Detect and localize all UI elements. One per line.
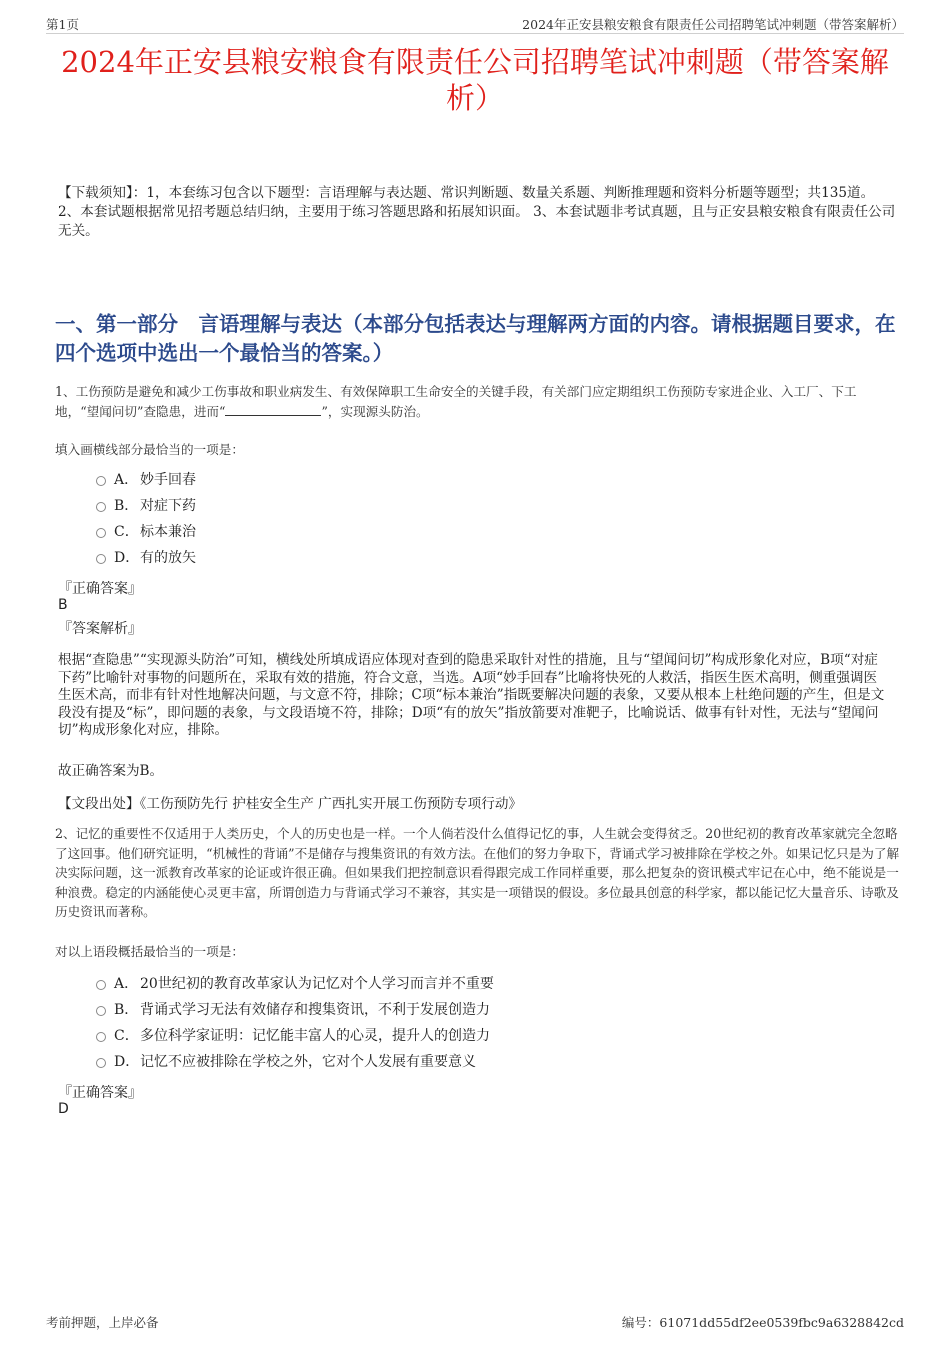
option-a[interactable] xyxy=(96,467,196,493)
question-1-analysis: 根据“查隐患”“实现源头防治”可知，横线处所填成语应体现对查到的隐患采取针对性的措施，且与“望闻问切”构成形象化对应，B项“对症下药”比喻针对事物的问题所在，采取有效的措施，符合文意，当选。A项“妙手回春”比喻将快死的人救活，指医生医术高明，侧重强调医生医术高，而非有针对性地解决问题，与文意不符，排除；C项“标本兼治”指既要解决问题的表象，又要从根本上杜绝问题的产生，但是文段没有提及“标”，即问题的表象，与文段语境不符，排除；D项“有的放矢”指放箭要对准靶子，比喻说话、做事有针对性，无法与“望闻问切”构成形象化对应，排除。 xyxy=(58,652,885,738)
option-a[interactable] xyxy=(96,971,494,997)
question-1-conclusion: 故正确答案为B。 xyxy=(58,763,164,779)
option-d[interactable] xyxy=(96,1049,494,1075)
question-1-analysis-label: 『答案解析』 xyxy=(58,621,142,637)
option-letter: C． xyxy=(114,1028,139,1044)
question-2-text: 2、记忆的重要性不仅适用于人类历史，个人的历史也是一样。一个人倘若没什么值得记忆的事，人生就会变得贫乏。20世纪初的教育改革家就完全忽略了这回事。他们研究证明，“机械性的背诵”不是储存与搜集资讯的有效方法。在他们的努力争取下，背诵式学习被排除在学校之外。如果记忆只是为了解决实际问题，这一派教育改革家的论证或许很正确。但如果我们把控制意识看得跟完成工作同样重要，那么把复杂的资讯模式牢记在心中，绝不能说是一种浪费。稳定的内涵能使心灵更丰富，所谓创造力与背诵式学习不兼容，其实是一项错误的假设。多位最具创意的科学家，都以能记忆大量音乐、诗歌及历史资讯而著称。 xyxy=(55,826,900,919)
option-letter: A． xyxy=(114,976,139,992)
option-letter: D． xyxy=(114,550,140,566)
footer-serial-number: 编号：61071dd55df2ee0539fbc9a6328842cd xyxy=(621,1315,904,1330)
question-1-text xyxy=(55,382,900,421)
option-d[interactable] xyxy=(96,545,196,571)
footer-slogan: 考前押题，上岸必备 xyxy=(46,1315,159,1330)
question-1-options xyxy=(96,467,196,571)
radio-circle-icon[interactable] xyxy=(96,980,106,990)
option-text: 记忆不应被排除在学校之外，它对个人发展有重要意义 xyxy=(140,1054,476,1070)
fill-blank-line xyxy=(225,404,321,416)
question-1-text-after: ”，实现源头防治。 xyxy=(321,403,429,419)
question-2-answer-label: 『正确答案』 xyxy=(58,1085,142,1101)
option-letter: A． xyxy=(114,472,139,488)
option-text: 背诵式学习无法有效储存和搜集资讯，不利于发展创造力 xyxy=(140,1002,490,1018)
option-text: 20世纪初的教育改革家认为记忆对个人学习而言并不重要 xyxy=(140,976,494,992)
option-letter: D． xyxy=(114,1054,140,1070)
question-1-answer: B xyxy=(58,597,68,613)
option-c[interactable] xyxy=(96,1023,494,1049)
option-b[interactable] xyxy=(96,997,494,1023)
option-b[interactable] xyxy=(96,493,196,519)
option-text: 多位科学家证明：记忆能丰富人的心灵，提升人的创造力 xyxy=(140,1028,490,1044)
page-number: 第1页 xyxy=(46,17,79,32)
option-letter: C． xyxy=(114,524,139,540)
header-doc-title: 2024年正安县粮安粮食有限责任公司招聘笔试冲刺题（带答案解析） xyxy=(522,17,904,32)
section-heading: 一、第一部分 言语理解与表达（本部分包括表达与理解两方面的内容。请根据题目要求，在四个选项中选出一个最恰当的答案。） xyxy=(55,312,896,365)
option-text: 对症下药 xyxy=(140,498,196,514)
question-1-text-before: 1、工伤预防是避免和减少工伤事故和职业病发生、有效保障职工生命安全的关键手段，有关部门应定期组织工伤预防专家进企业、入工厂、下工地，“望闻问切”查隐患，进而“ xyxy=(55,384,857,419)
question-1-source: 【文段出处】《工伤预防先行 护桂安全生产 广西扎实开展工伤预防专项行动》 xyxy=(58,796,523,812)
document-title: 2024年正安县粮安粮食有限责任公司招聘笔试冲刺题（带答案解析） xyxy=(61,45,889,115)
question-1-answer-label: 『正确答案』 xyxy=(58,581,142,597)
radio-circle-icon[interactable] xyxy=(96,502,106,512)
question-1-prompt: 填入画横线部分最恰当的一项是： xyxy=(55,442,244,457)
option-letter: B． xyxy=(114,498,139,514)
radio-circle-icon[interactable] xyxy=(96,476,106,486)
radio-circle-icon[interactable] xyxy=(96,1032,106,1042)
radio-circle-icon[interactable] xyxy=(96,554,106,564)
option-text: 有的放矢 xyxy=(140,550,196,566)
option-text: 标本兼治 xyxy=(140,524,196,540)
option-c[interactable] xyxy=(96,519,196,545)
page-header xyxy=(46,14,904,34)
question-2-answer: D xyxy=(58,1101,69,1117)
radio-circle-icon[interactable] xyxy=(96,1058,106,1068)
radio-circle-icon[interactable] xyxy=(96,1006,106,1016)
question-2-prompt: 对以上语段概括最恰当的一项是： xyxy=(55,944,244,959)
radio-circle-icon[interactable] xyxy=(96,528,106,538)
download-notice: 【下载须知】：1，本套练习包含以下题型：言语理解与表达题、常识判断题、数量关系题、判断推理题和资料分析题等题型；共135道。 2、本套试题根据常见招考题总结归纳，主要用于练习答题思路和拓展知识面。 3、本套试题非考试真题，且与正安县粮安粮食有限责任公司无关。 xyxy=(58,185,896,239)
option-text: 妙手回春 xyxy=(140,472,196,488)
question-2-options xyxy=(96,971,494,1075)
option-letter: B． xyxy=(114,1002,139,1018)
